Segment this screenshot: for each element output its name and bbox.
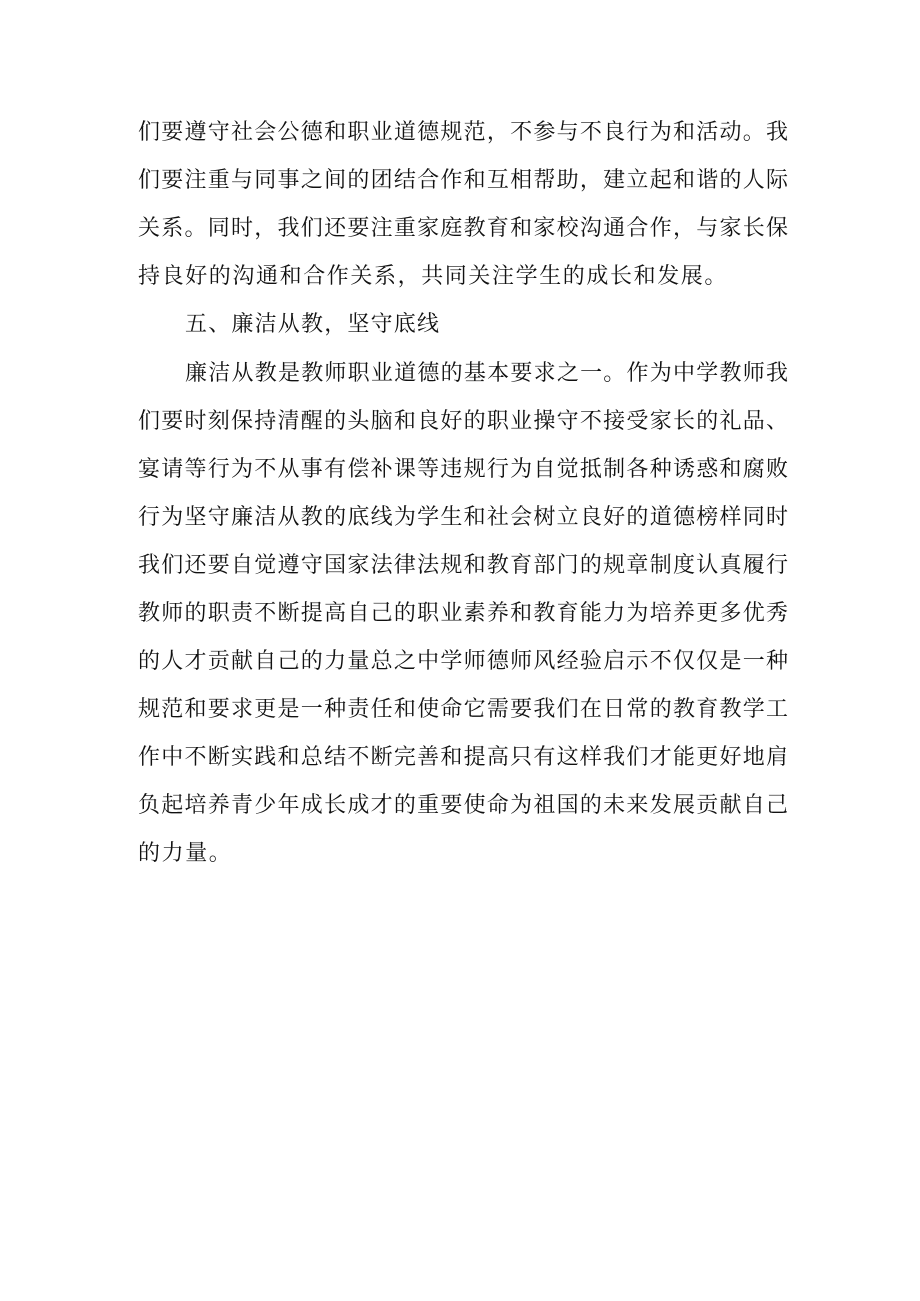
text-line: 们要注重与同事之间的团结合作和互相帮助，建立起和谐的人际 [138,168,788,193]
text-line: 们要时刻保持清醒的头脑和良好的职业操守不接受家长的礼品、 [138,409,788,434]
text-line: 持良好的沟通和合作关系，共同关注学生的成长和发展。 [138,264,729,289]
text-line: 廉洁从教是教师职业道德的基本要求之一。作为中学教师我 [185,361,788,386]
text-line: 规范和要求更是一种责任和使命它需要我们在日常的教育教学工 [138,697,788,722]
text-line: 关系。同时，我们还要注重家庭教育和家校沟通合作，与家长保 [138,216,788,241]
text-line: 宴请等行为不从事有偿补课等违规行为自觉抵制各种诱惑和腐败 [138,457,788,482]
text-line: 的力量。 [138,841,233,866]
text-line: 作中不断实践和总结不断完善和提高只有这样我们才能更好地肩 [138,745,788,770]
text-line: 行为坚守廉洁从教的底线为学生和社会树立良好的道德榜样同时 [138,505,788,530]
text-line: 的人才贡献自己的力量总之中学师德师风经验启示不仅仅是一种 [138,649,788,674]
text-line: 我们还要自觉遵守国家法律法规和教育部门的规章制度认真履行 [138,553,788,578]
section-heading: 五、廉洁从教，坚守底线 [185,312,441,337]
text-line: 教师的职责不断提高自己的职业素养和教育能力为培养更多优秀 [138,601,788,626]
text-line: 们要遵守社会公德和职业道德规范，不参与不良行为和活动。我 [138,120,788,145]
text-line: 负起培养青少年成长成才的重要使命为祖国的未来发展贡献自己 [138,793,788,818]
